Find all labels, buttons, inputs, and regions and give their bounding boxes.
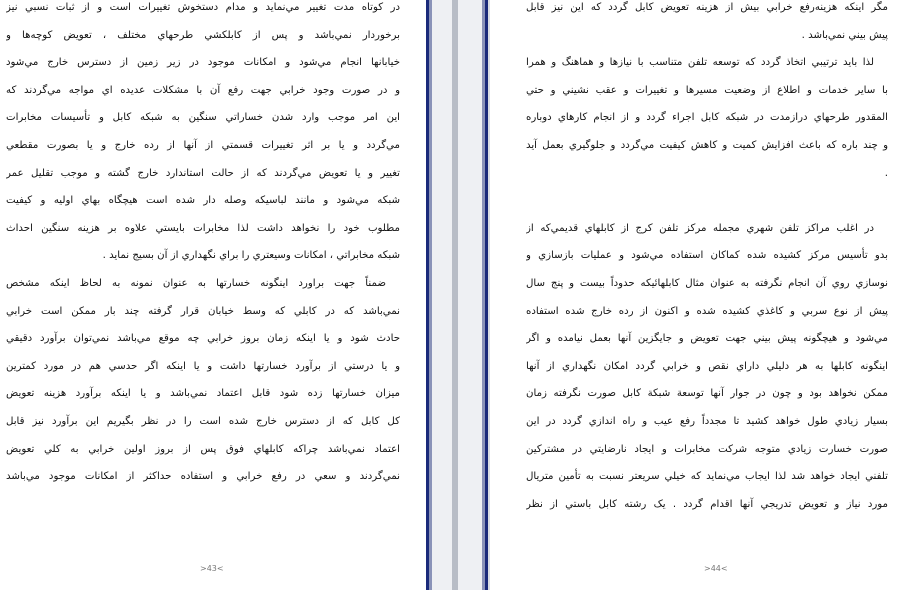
page-number-left: >43< (200, 564, 224, 573)
text-line: بسيار زيادي طول خواهد کشيد تا مجدداً رفع عيب و راه اندازي گردد در اين (526, 415, 888, 427)
text-line: . (884, 167, 888, 179)
page-border (485, 0, 488, 590)
text-line: مگر اينکه هزينه‌رفع خرابي بيش از هزينه تعويض کابل گردد که اين نيز قابل (526, 2, 888, 13)
text-line: تغيير و يا تعويض مي‌گردند که از حالت استاندارد خارج گشته و موجب تقليل عمر (6, 167, 400, 179)
text-line: نوسازي روي آن انجام نگرفته به عنوان مثال کابلهائيکه حدوداً بيست و پنج سال (526, 277, 888, 289)
text-line: شبکه مي‌شود و مانند لباسيکه وصله دار شده است هيچگاه بهاي اوليه و کيفيت (6, 195, 400, 207)
text-line: مي‌گردد و يا بر اثر تغييرات قسمتي از آنها از رده خارج و يا بصورت مقطعي (6, 139, 400, 151)
page-left (0, 0, 426, 590)
text-line: با ساير خدمات و اطلاع از وضعيت مسيرها و تغييرات و عقب نشيني و حتي (526, 84, 888, 96)
text-line: و در صورت وجود خرابي جهت رفع آن با مشکلات عديده اي مواجه مي‌گردند که (6, 84, 400, 96)
text-line: پيش بيني نمي‌باشد . (801, 29, 888, 41)
page-number-right: >44< (704, 564, 728, 573)
text-line: برخوردار نمي‌باشد و پس از کابلکشي طرحهاي مختلف ، تعويض کوچه‌ها و (6, 29, 400, 41)
text-line: ضمناً جهت براورد اينگونه خسارتها به عنوان نمونه به لحاظ اينکه مشخص (6, 277, 386, 289)
text-line: پيش از نوع سربي و کاغذي کشيده شده و اکنون از رده خارج شده استفاده (526, 305, 888, 317)
text-line: و يا درستي از برآورد خسارتها داشت و يا اينکه اگر حدسي هم در مورد کمترين (6, 360, 400, 372)
paragraph-gap (526, 187, 888, 215)
text-line: در کوتاه مدت تغيير مي‌نمايد و مدام دستخوش تغييرات است و از ثبات نسبي نيز (6, 2, 400, 13)
text-line: حادث شود و يا اينکه زمان بروز خرابي چه موقع مي‌باشد نمي‌توان برآورد دقيقي (6, 333, 400, 345)
text-line: ممکن نخواهد بود و چون در جوار آنها توسعة شبکة کابل صورت نگرفته زمان (526, 388, 888, 400)
text-line: اينگونه کابلها به هر دليلي داراي نقص و خرابي گردد امکان نگهداري از آنها (526, 360, 888, 372)
text-line: شبکه مخابراتي ، امکانات وسيعتري را براي نگهداري از آن بسيج نمايد . (102, 250, 400, 262)
text-line: در اغلب مراکز تلفن شهري مجمله مرکز تلفن کرج از کابلهاي قديمي‌که از (526, 222, 874, 234)
text-line: ميزان خسارتها زده شود قابل اعتماد نمي‌باشد و يا اينکه برآورد هزينه تعويض (6, 388, 400, 400)
text-line: مطلوب خود را نخواهد داشت لذا مخابرات بايستي علاوه بر هزينه سنگين احداث (6, 222, 400, 234)
left-page-text (6, 0, 400, 491)
text-line: مورد نياز و تعويض تدريجي آنها اقدام گردد . يک رشته کابل باستي از نظر (526, 498, 888, 510)
page-gap (432, 0, 452, 590)
text-line: اين امر موجب وارد شدن خساراتي سنگين به شبکه کابل و تأسيسات مخابرات (6, 112, 400, 124)
text-line: تلفني ايجاد خواهد شد لذا ايجاب مي‌نمايد که خيلي سريعتر نسبت به تأمين متريال (526, 471, 888, 483)
text-line: المقدور طرحهاي درازمدت در شبکه کابل اجراء گردد و از انجام کارهاي دوباره (526, 112, 888, 124)
text-line: نمي‌باشد که در کابلي که وسط خيابان قرار گرفته چند بار ممکن است خرابي (6, 305, 400, 317)
text-line: نمي‌گردند و سعي در رفع خرابي و استفاده حداکثر از امکانات موجود مي‌باشد (6, 471, 400, 483)
page-gap (458, 0, 482, 590)
right-page-text (526, 0, 888, 518)
text-line: کل کابل که از دسترس خارج شده است را در نظر بگيريم اين برآورد نيز قابل (6, 415, 400, 427)
page-right (490, 0, 918, 590)
text-line: اعتماد نمي‌باشد چراکه کابلهاي فوق پس از بروز اولين خرابي به کلي تعويض (6, 443, 400, 455)
text-line: خيابانها انجام مي‌شود و امکانات موجود در زير زمين از دسترس خارج مي‌شود (6, 57, 400, 69)
text-line: مي‌شود و هيچگونه پيش بيني جهت تعويض و جايگزين آنها بعمل نيامده و اگر (526, 333, 888, 345)
text-line: صورت خسارت زيادي متوجه شرکت مخابرات و ايجاد نارضايتي در مشترکين (526, 443, 888, 455)
text-line: و چند باره که باعث افزايش کميت و کاهش کيفيت مي‌گردد و جلوگيري بعمل آيد (526, 139, 888, 151)
text-line: بدو تأسيس مرکز کشيده شده کماکان استفاده مي‌شود و عمليات بازسازي و (526, 250, 888, 262)
text-line: لذا بايد ترتيبي اتخاذ گردد که توسعه تلفن متناسب با نيازها و هماهنگ و همرا (526, 57, 874, 69)
